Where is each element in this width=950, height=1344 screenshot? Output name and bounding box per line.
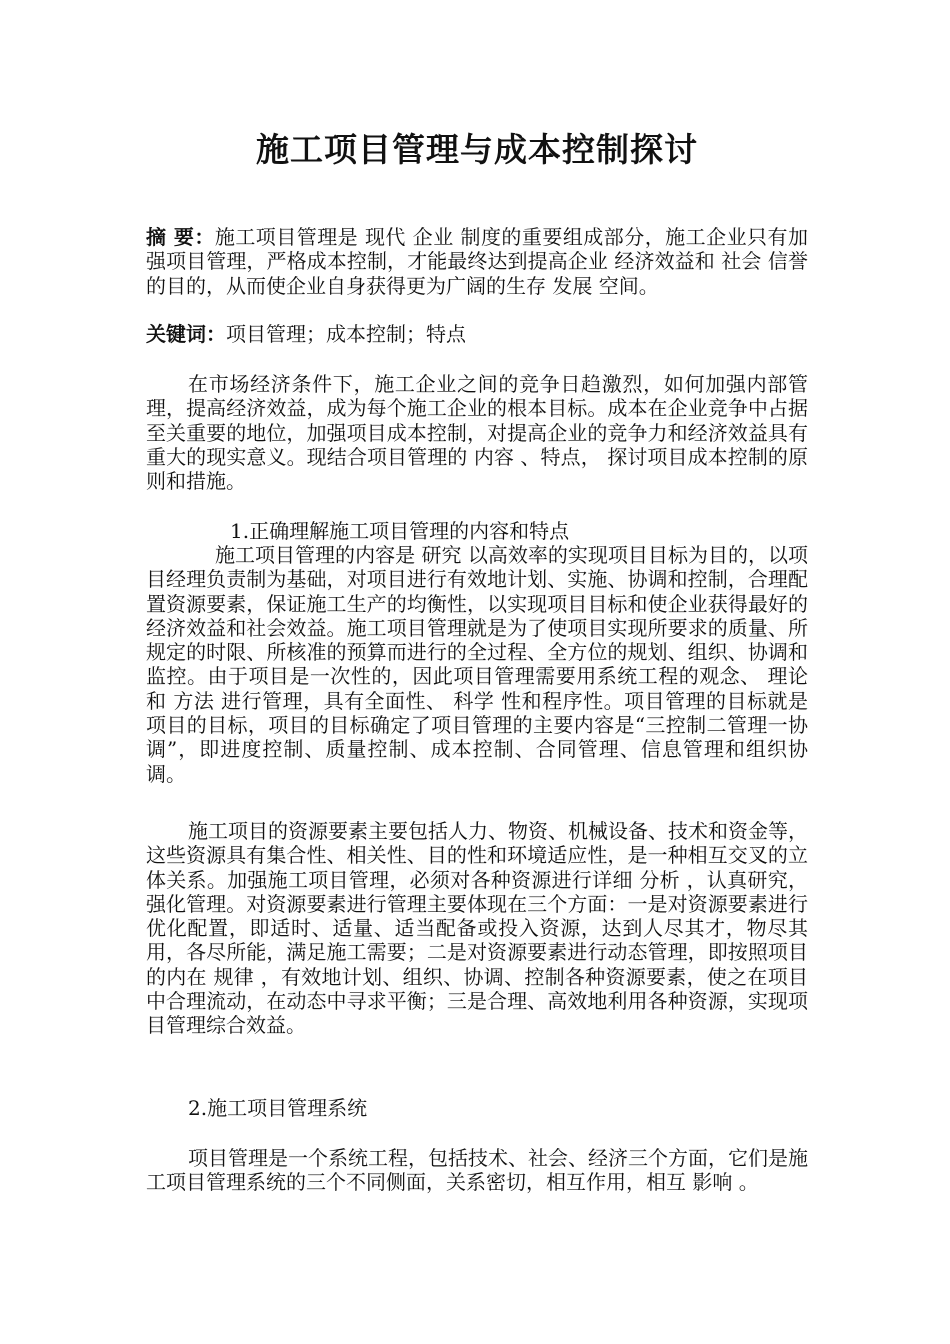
keywords-label: 关键词： xyxy=(146,322,226,346)
document-title: 施工项目管理与成本控制探讨 xyxy=(256,130,698,169)
section1-heading: 1.正确理解施工项目管理的内容和特点 xyxy=(230,519,570,543)
intro-paragraph: 在市场经济条件下，施工企业之间的竞争日趋激烈，如何加强内部管理，提高经济效益，成为每个施工企业的根本目标。成本在企业竞争中占据至关重要的地位，加强项目成本控制，对提高企业的竞争力和经济效益具有重大的现实意义。现结合项目管理的 内容 、特点， 探讨项目成本控制的原则和措施。 xyxy=(146,372,808,494)
abstract-label: 摘 要： xyxy=(146,225,215,249)
keywords-paragraph xyxy=(146,322,808,346)
abstract-text: 施工项目管理是 现代 企业 制度的重要组成部分，施工企业只有加强项目管理，严格成本控制，才能最终达到提高企业 经济效益和 社会 信誉的目的，从而使企业自身获得更为广阔的生存 发展 空间。 xyxy=(146,225,808,298)
section2-paragraph-1: 项目管理是一个系统工程，包括技术、社会、经济三个方面，它们是施工项目管理系统的三个不同侧面，关系密切，相互作用，相互 影响 。 xyxy=(146,1146,808,1195)
section1-paragraph-1: 施工项目管理的内容是 研究 以高效率的实现项目目标为目的，以项目经理负责制为基础，对项目进行有效地计划、实施、协调和控制，合理配置资源要素，保证施工生产的均衡性，以实现项目目标和使企业获得最好的经济效益和社会效益。施工项目管理就是为了使项目实现所要求的质量、所规定的时限、所核准的预算而进行的全过程、全方位的规划、组织、协调和监控。由于项目是一次性的，因此项目管理需要用系统工程的观念、 理论 和 方法 进行管理，具有全面性、 科学 性和程序性。项目管理的目标就是项目的目标，项目的目标确定了项目管理的主要内容是“三控制二管理一协调”，即进度控制、质量控制、成本控制、合同管理、信息管理和组织协调。 xyxy=(146,543,808,786)
keywords-text: 项目管理；成本控制；特点 xyxy=(226,322,466,346)
section1-paragraph-2: 施工项目的资源要素主要包括人力、物资、机械设备、技术和资金等，这些资源具有集合性、相关性、目的性和环境适应性，是一种相互交叉的立体关系。加强施工项目管理，必须对各种资源进行详细 分析 ，认真研究，强化管理。对资源要素进行管理主要体现在三个方面：一是对资源要素进行优化配置，即适时、适量、适当配备或投入资源，达到人尽其才，物尽其用，各尽所能，满足施工需要；二是对资源要素进行动态管理，即按照项目的内在 规律 ，有效地计划、组织、协调、控制各种资源要素，使之在项目中合理流动，在动态中寻求平衡；三是合理、高效地利用各种资源，实现项目管理综合效益。 xyxy=(146,819,808,1038)
abstract-paragraph xyxy=(146,225,808,298)
section2-heading: 2.施工项目管理系统 xyxy=(188,1096,368,1120)
